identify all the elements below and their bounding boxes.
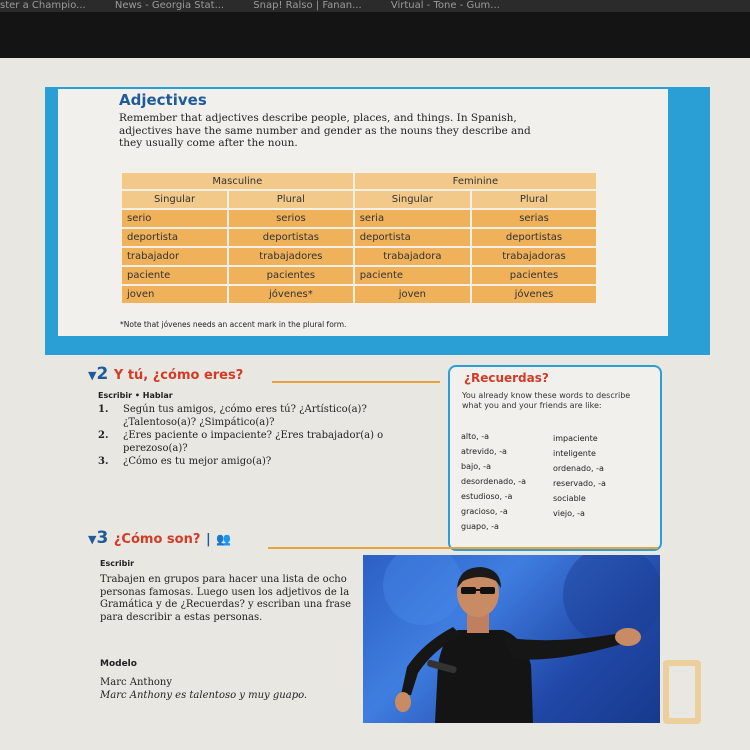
list-item: [98, 430, 428, 455]
vocab-word: guapo, -a: [461, 522, 499, 531]
table-cell: jóvenes*: [228, 285, 354, 304]
section3-instructions: Trabajen en grupos para hacer una lista de ocho personas famosas. Luego usen los adjetivos de la Gramática y de ¿Recuerdas? y escriban una frase para describir a estas personas.: [100, 574, 351, 623]
adjectives-intro: Remember that adjectives describe people, places, and things. In Spanish, adjectives have the same number and gender as the nouns they describe and they usually come after the noun.: [119, 112, 531, 149]
performer-photo: [363, 555, 660, 723]
table-cell: deportista: [121, 228, 228, 247]
table-row: [121, 266, 597, 285]
triangle-icon: ▼: [88, 533, 97, 546]
table-cell: joven: [121, 285, 228, 304]
textbook-page: [0, 58, 750, 750]
item-number: 2.: [98, 430, 109, 441]
table-cell: trabajadores: [228, 247, 354, 266]
section2-header: [88, 364, 243, 384]
table-cell: pacientes: [471, 266, 597, 285]
vocab-word: viejo, -a: [553, 509, 585, 518]
column-header: Singular: [121, 190, 228, 209]
screen-bezel: [0, 12, 750, 58]
item-text: Según tus amigos, ¿cómo eres tú? ¿Artístico(a)? ¿Talentoso(a)? ¿Simpático(a)?: [123, 404, 367, 428]
recuerdas-column-2: [553, 431, 606, 521]
browser-tab[interactable]: Snap! Ralso | Fanan...: [253, 0, 362, 11]
list-item: [98, 456, 428, 469]
table-cell: paciente: [121, 266, 228, 285]
browser-tab[interactable]: Virtual - Tone - Gum...: [390, 0, 500, 11]
table-cell: paciente: [354, 266, 471, 285]
table-cell: serios: [228, 209, 354, 228]
section3-number: 3: [96, 528, 109, 548]
modelo-label: Modelo: [100, 659, 137, 669]
table-row: [121, 209, 597, 228]
modelo-sentence: Marc Anthony es talentoso y muy guapo.: [100, 690, 308, 701]
browser-tab[interactable]: News - Georgia Stat...: [114, 0, 225, 11]
table-row: [121, 228, 597, 247]
vocab-word: estudioso, -a: [461, 492, 513, 501]
section3-skill: Escribir: [100, 559, 135, 568]
adjectives-title: Adjectives: [119, 91, 207, 109]
vocab-word: gracioso, -a: [461, 507, 508, 516]
vocab-word: atrevido, -a: [461, 447, 507, 456]
column-header: Plural: [471, 190, 597, 209]
item-number: 1.: [98, 404, 109, 415]
item-text: ¿Eres paciente o impaciente? ¿Eres trabajador(a) o perezoso(a)?: [123, 430, 384, 454]
browser-tab[interactable]: ster a Champio...: [0, 0, 86, 11]
table-row: [121, 247, 597, 266]
table-cell: trabajadoras: [471, 247, 597, 266]
section3-header: [88, 528, 231, 548]
section2-title: Y tú, ¿cómo eres?: [113, 368, 244, 383]
item-number: 3.: [98, 456, 109, 467]
table-cell: deportistas: [228, 228, 354, 247]
vocab-word: bajo, -a: [461, 462, 491, 471]
table-cell: serias: [471, 209, 597, 228]
table-cell: jóvenes: [471, 285, 597, 304]
table-cell: trabajador: [121, 247, 228, 266]
item-text: ¿Cómo es tu mejor amigo(a)?: [123, 456, 272, 467]
adjectives-table: [120, 171, 598, 305]
vocab-word: desordenado, -a: [461, 477, 527, 486]
triangle-icon: ▼: [88, 369, 97, 382]
table-cell: deportistas: [471, 228, 597, 247]
table-cell: serio: [121, 209, 228, 228]
modelo-name: Marc Anthony: [100, 677, 172, 688]
table-cell: joven: [354, 285, 471, 304]
browser-tab-strip: [0, 0, 750, 12]
vocab-word: sociable: [553, 494, 586, 503]
section3-rule: [268, 547, 658, 549]
decorative-frame: [663, 660, 701, 724]
section2-questions: [98, 404, 428, 470]
vocab-word: reservado, -a: [553, 479, 606, 488]
column-header: Plural: [228, 190, 354, 209]
section3-title: ¿Cómo son?: [113, 532, 201, 547]
section2-number: 2: [96, 364, 109, 384]
masculine-header: Masculine: [121, 172, 354, 190]
table-cell: deportista: [354, 228, 471, 247]
recuerdas-title: ¿Recuerdas?: [464, 371, 549, 385]
accent-note: *Note that jóvenes needs an accent mark in the plural form.: [120, 320, 347, 329]
recuerdas-description: You already know these words to describe what you and your friends are like:: [462, 391, 631, 410]
vocab-word: inteligente: [553, 449, 596, 458]
section2-skills: Escribir • Hablar: [98, 391, 173, 400]
recuerdas-column-1: [461, 429, 526, 534]
table-cell: pacientes: [228, 266, 354, 285]
table-cell: trabajadora: [354, 247, 471, 266]
vocab-word: alto, -a: [461, 432, 490, 441]
singer-illustration: [363, 555, 660, 723]
feminine-header: Feminine: [354, 172, 597, 190]
column-header: Singular: [354, 190, 471, 209]
list-item: [98, 404, 428, 429]
table-cell: seria: [354, 209, 471, 228]
separator: |: [205, 532, 211, 547]
vocab-word: ordenado, -a: [553, 464, 604, 473]
vocab-word: impaciente: [553, 434, 598, 443]
table-row: [121, 285, 597, 304]
section2-rule: [272, 381, 440, 383]
group-activity-icon: 👥: [216, 532, 232, 546]
